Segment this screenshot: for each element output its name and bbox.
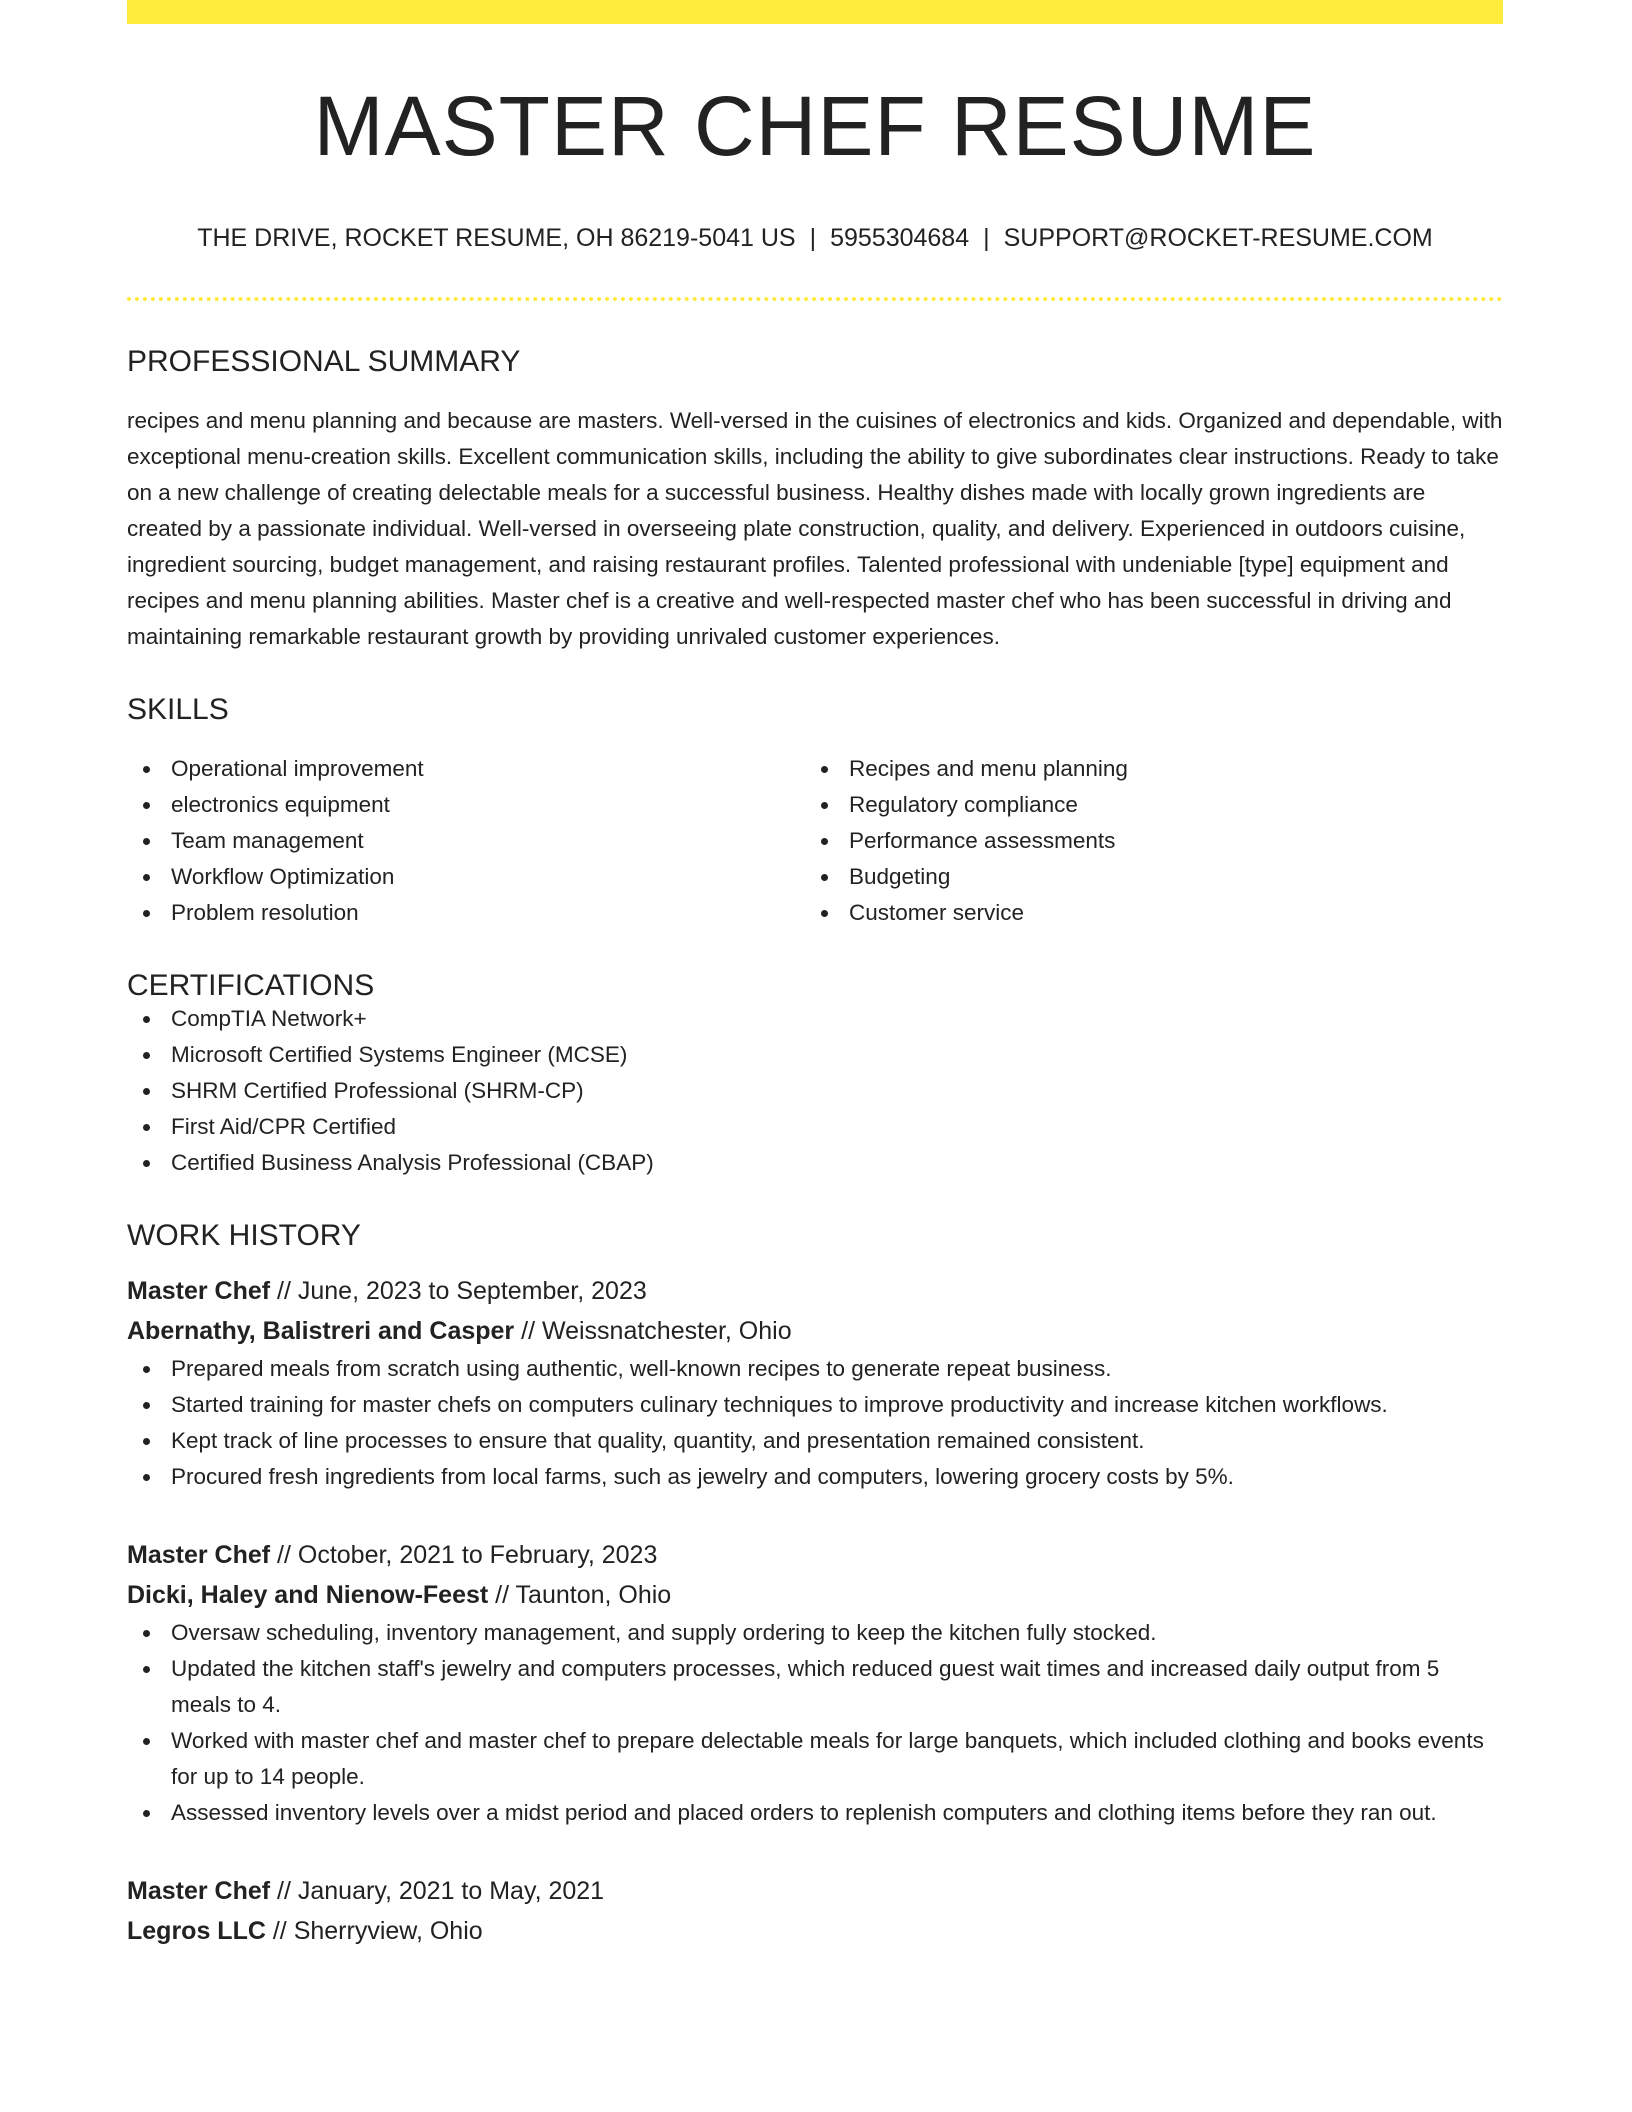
list-item: Oversaw scheduling, inventory management, and supply ordering to keep the kitchen fully stocked.	[127, 1615, 1503, 1651]
job-company: Legros LLC	[127, 1917, 266, 1945]
contact-phone[interactable]: 5955304684	[830, 224, 970, 252]
resume-page	[127, 0, 1503, 1951]
bullet-icon	[143, 802, 150, 809]
job-dates: // June, 2023 to September, 2023	[270, 1277, 647, 1305]
list-item: Certified Business Analysis Professional (CBAP)	[127, 1145, 1503, 1181]
bullet-icon	[143, 1810, 150, 1817]
job-company: Abernathy, Balistreri and Casper	[127, 1317, 515, 1345]
bullet-icon	[143, 1738, 150, 1745]
job-location: // Taunton, Ohio	[488, 1581, 672, 1609]
certifications-list	[127, 1001, 1503, 1181]
skills-column-left	[127, 751, 805, 931]
list-item: Prepared meals from scratch using authentic, well-known recipes to generate repeat business.	[127, 1351, 1503, 1387]
list-item: Updated the kitchen staff's jewelry and computers processes, which reduced guest wait times and increased daily output from 5 meals to 4.	[127, 1651, 1503, 1723]
list-item: Problem resolution	[127, 895, 805, 931]
bullet-icon	[143, 1438, 150, 1445]
job-role-line	[127, 1271, 1503, 1311]
list-item: Kept track of line processes to ensure that quality, quantity, and presentation remained consistent.	[127, 1423, 1503, 1459]
bullet-icon	[143, 1088, 150, 1095]
skills-list-left	[127, 751, 805, 931]
job-dates: // October, 2021 to February, 2023	[270, 1541, 658, 1569]
contact-separator: |	[983, 224, 990, 252]
job-role: Master Chef	[127, 1277, 271, 1305]
job-company-line	[127, 1911, 1503, 1951]
job-company: Dicki, Haley and Nienow-Feest	[127, 1581, 489, 1609]
bullet-icon	[143, 1630, 150, 1637]
bullet-icon	[821, 838, 828, 845]
job-role-line	[127, 1871, 1503, 1911]
skills-grid	[127, 751, 1503, 931]
list-item: Assessed inventory levels over a midst period and placed orders to replenish computers and clothing items before they ran out.	[127, 1795, 1503, 1831]
job-duties-list	[127, 1351, 1503, 1495]
list-item: Microsoft Certified Systems Engineer (MCSE)	[127, 1037, 1503, 1073]
contact-address: THE DRIVE, ROCKET RESUME, OH 86219-5041 US	[197, 224, 796, 252]
skills-list-right	[805, 751, 1483, 931]
list-item: Worked with master chef and master chef to prepare delectable meals for large banquets, which included clothing and books events for up to 14 people.	[127, 1723, 1503, 1795]
summary-paragraph: recipes and menu planning and because are masters. Well-versed in the cuisines of electronics and kids. Organized and dependable, with exceptional menu-creation skills. Excellent communication skills, including the ability to give subordinates clear instructions. Ready to take on a new challenge of creating delectable meals for a successful business. Healthy dishes made with locally grown ingredients are created by a passionate individual. Well-versed in overseeing plate construction, quality, and delivery. Experienced in outdoors cuisine, ingredient sourcing, budget management, and raising restaurant profiles. Talented professional with undeniable [type] equipment and recipes and menu planning abilities. Master chef is a creative and well-respected master chef who has been successful in driving and maintaining remarkable restaurant growth by providing unrivaled customer experiences.	[127, 408, 1503, 649]
list-item: CompTIA Network+	[127, 1001, 1503, 1037]
list-item: Customer service	[805, 895, 1483, 931]
job-role: Master Chef	[127, 1541, 271, 1569]
certifications-heading: CERTIFICATIONS	[127, 969, 375, 1002]
bullet-icon	[143, 1016, 150, 1023]
bullet-icon	[143, 1124, 150, 1131]
bullet-icon	[821, 802, 828, 809]
list-item: Team management	[127, 823, 805, 859]
job-role-line	[127, 1535, 1503, 1575]
list-item: First Aid/CPR Certified	[127, 1109, 1503, 1145]
list-item: Recipes and menu planning	[805, 751, 1483, 787]
contact-separator: |	[809, 224, 817, 252]
list-item: Regulatory compliance	[805, 787, 1483, 823]
list-item: Performance assessments	[805, 823, 1483, 859]
job-location: // Weissnatchester, Ohio	[514, 1317, 792, 1345]
job-entry	[127, 1871, 1503, 1951]
bullet-icon	[143, 1160, 150, 1167]
dotted-divider	[127, 297, 1503, 301]
skills-column-right	[805, 751, 1483, 931]
job-company-line	[127, 1575, 1503, 1615]
contact-email[interactable]: SUPPORT@ROCKET-RESUME.COM	[1003, 224, 1433, 252]
resume-title: MASTER CHEF RESUME	[313, 79, 1317, 173]
skills-heading: SKILLS	[127, 693, 229, 726]
bullet-icon	[143, 874, 150, 881]
job-company-line	[127, 1311, 1503, 1351]
bullet-icon	[143, 838, 150, 845]
bullet-icon	[821, 766, 828, 773]
job-role: Master Chef	[127, 1877, 271, 1905]
list-item: Budgeting	[805, 859, 1483, 895]
bullet-icon	[821, 910, 828, 917]
bullet-icon	[821, 874, 828, 881]
bullet-icon	[143, 1052, 150, 1059]
job-duties-list	[127, 1615, 1503, 1831]
summary-heading: PROFESSIONAL SUMMARY	[127, 345, 521, 378]
accent-top-bar	[127, 0, 1503, 24]
contact-line	[127, 226, 1503, 251]
list-item: Started training for master chefs on computers culinary techniques to improve productivity and increase kitchen workflows.	[127, 1387, 1503, 1423]
list-item: Procured fresh ingredients from local farms, such as jewelry and computers, lowering grocery costs by 5%.	[127, 1459, 1503, 1495]
list-item: SHRM Certified Professional (SHRM-CP)	[127, 1073, 1503, 1109]
bullet-icon	[143, 1402, 150, 1409]
list-item: electronics equipment	[127, 787, 805, 823]
bullet-icon	[143, 1474, 150, 1481]
bullet-icon	[143, 910, 150, 917]
job-entry	[127, 1535, 1503, 1831]
list-item: Workflow Optimization	[127, 859, 805, 895]
job-location: // Sherryview, Ohio	[265, 1917, 483, 1945]
job-dates: // January, 2021 to May, 2021	[270, 1877, 605, 1905]
bullet-icon	[143, 1666, 150, 1673]
bullet-icon	[143, 1366, 150, 1373]
list-item: Operational improvement	[127, 751, 805, 787]
job-entry	[127, 1271, 1503, 1495]
bullet-icon	[143, 766, 150, 773]
work-history-heading: WORK HISTORY	[127, 1219, 361, 1252]
